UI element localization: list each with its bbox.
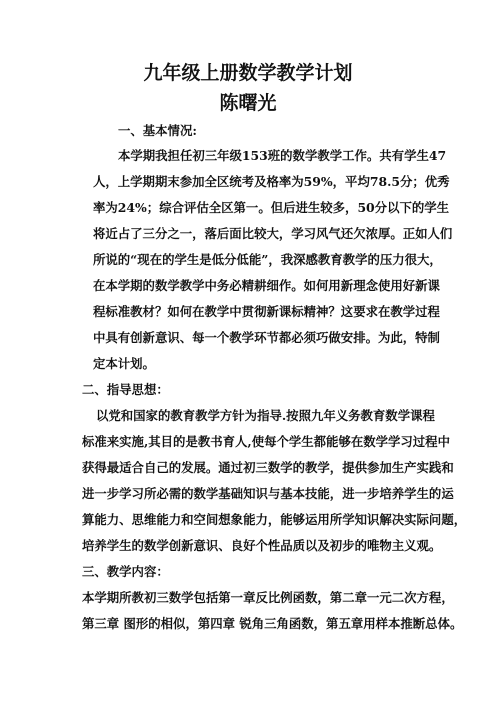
section-1-line-2: 人，上学期期末参加全区统考及格率为59%，平均78.5分；优秀	[93, 174, 450, 189]
section-2-line-3: 获得最适合自己的发展。通过初三数学的教学，提供参加生产实践和	[82, 460, 454, 475]
section-2-line-6: 培养学生的数学创新意识、良好个性品质以及初步的唯物主义观。	[82, 538, 442, 553]
section-1-line-4: 将近占了三分之一，落后面比较大，学习风气还欠浓厚。正如人们	[93, 226, 453, 241]
section-2-line-2: 标准来实施,其目的是教书育人,使每个学生都能够在数学学习过程中	[82, 434, 450, 449]
section-1-line-3: 率为24%；综合评估全区第一。但后进生较多，50分以下的学生	[93, 200, 450, 215]
section-1-line-5: 所说的“现在的学生是低分低能”，我深感教育教学的压力很大，	[93, 252, 442, 267]
section-3-line-1: 本学期所教初三数学包括第一章反比例函数，第二章一元二次方程，	[82, 590, 454, 605]
section-1-line-8: 中具有创新意识、每一个教学环节都必须巧做安排。为此，特制	[93, 330, 440, 345]
section-heading-guiding-ideology: 二、指导思想：	[82, 382, 169, 397]
section-3-line-2: 第三章 图形的相似，第四章 锐角三角函数，第五章用样本推断总体。	[82, 616, 463, 631]
section-1-line-1: 本学期我担任初三年级153班的数学教学工作。共有学生47	[118, 148, 447, 163]
section-2-line-1: 以党和国家的教育教学方针为指导.按照九年义务教育数学课程	[96, 408, 435, 423]
section-1-line-7: 程标准教材？如何在教学中贯彻新课标精神？这要求在教学过程	[93, 304, 440, 319]
section-heading-basic-info: 一、基本情况:	[118, 123, 197, 138]
section-2-line-5: 算能力、思维能力和空间想象能力，能够运用所学知识解决实际问题，	[82, 512, 467, 527]
section-heading-teaching-content: 三、教学内容：	[82, 564, 169, 579]
document-author: 陈曙光	[219, 92, 277, 114]
section-2-line-4: 进一步学习所必需的数学基础知识与基本技能，进一步培养学生的运	[82, 486, 454, 501]
section-1-line-6: 在本学期的数学教学中务必精耕细作。如何用新理念使用好新课	[93, 278, 440, 293]
document-title: 九年级上册数学教学计划	[143, 62, 353, 84]
section-1-line-9: 定本计划。	[93, 356, 155, 371]
